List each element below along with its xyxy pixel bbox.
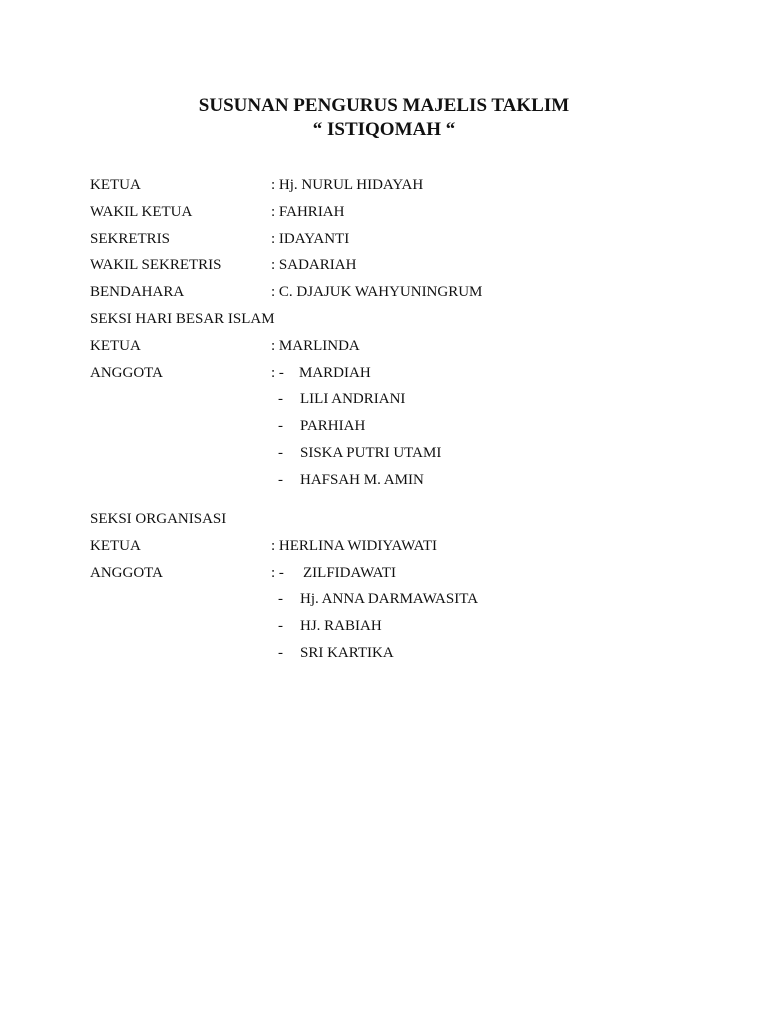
seksi-hari-besar-anggota-label: ANGGOTA — [90, 364, 163, 381]
wakil-sekretris-label: WAKIL SEKRETRIS — [90, 257, 222, 274]
list-item — [90, 467, 710, 494]
list-item — [90, 440, 710, 467]
seksi-hari-besar-anggota-first — [271, 360, 710, 387]
list-dash: - — [278, 645, 283, 662]
wakil-sekretris-value: : SADARIAH — [271, 257, 357, 274]
seksi-hari-besar-ketua-value: : MARLINDA — [271, 337, 360, 354]
sekretris-row — [90, 226, 710, 253]
seksi-organisasi-anggota-first — [271, 560, 710, 587]
list-item — [90, 640, 710, 667]
ketua-row — [90, 172, 710, 199]
list-dash: - — [278, 618, 283, 635]
bendahara-label: BENDAHARA — [90, 284, 185, 301]
wakil-ketua-label: WAKIL KETUA — [90, 203, 193, 220]
wakil-ketua-value: : FAHRIAH — [271, 203, 345, 220]
seksi-hari-besar-ketua-label: KETUA — [90, 337, 141, 354]
anggota-name: SRI KARTIKA — [300, 645, 394, 662]
anggota-name: LILI ANDRIANI — [300, 391, 406, 408]
seksi-organisasi-anggota-label: ANGGOTA — [90, 564, 163, 581]
anggota-name: HJ. RABIAH — [300, 618, 382, 635]
list-item — [90, 613, 710, 640]
organization-name: “ ISTIQOMAH “ — [312, 119, 456, 140]
section-heading — [90, 306, 710, 333]
seksi-hari-besar-heading: SEKSI HARI BESAR ISLAM — [90, 310, 275, 327]
seksi-organisasi-ketua-label: KETUA — [90, 537, 141, 554]
anggota-name: PARHIAH — [300, 418, 366, 435]
bendahara-row — [90, 279, 710, 306]
document-body — [90, 172, 710, 667]
list-item — [90, 413, 710, 440]
seksi-organisasi-anggota-row — [90, 560, 710, 587]
anggota-name: HAFSAH M. AMIN — [300, 471, 424, 488]
section-heading — [90, 506, 710, 533]
sekretris-label: SEKRETRIS — [90, 230, 171, 247]
anggota-name: Hj. ANNA DARMAWASITA — [300, 591, 479, 608]
seksi-hari-besar-anggota-row — [90, 360, 710, 387]
ketua-label: KETUA — [90, 177, 141, 193]
list-dash: - — [278, 444, 283, 461]
seksi-hari-besar-ketua-row — [90, 333, 710, 360]
sekretris-value: : IDAYANTI — [271, 230, 350, 247]
seksi-organisasi-ketua-value: : HERLINA WIDIYAWATI — [271, 537, 437, 554]
anggota-prefix: : - — [271, 364, 284, 381]
list-dash: - — [278, 418, 283, 435]
list-item — [90, 386, 710, 413]
anggota-name: MARDIAH — [299, 364, 371, 381]
seksi-organisasi-ketua-row — [90, 533, 710, 560]
section-gap — [90, 494, 710, 507]
document-title: SUSUNAN PENGURUS MAJELIS TAKLIM — [198, 95, 570, 116]
seksi-organisasi-heading: SEKSI ORGANISASI — [90, 511, 227, 528]
list-dash: - — [278, 471, 283, 488]
list-dash: - — [278, 591, 283, 608]
bendahara-value: : C. DJAJUK WAHYUNINGRUM — [271, 284, 483, 301]
ketua-value: : Hj. NURUL HIDAYAH — [271, 177, 424, 193]
list-item — [90, 586, 710, 613]
anggota-name: SISKA PUTRI UTAMI — [300, 444, 442, 461]
anggota-prefix: : - — [271, 564, 284, 581]
list-dash: - — [278, 391, 283, 408]
anggota-name: ZILFIDAWATI — [303, 564, 396, 581]
wakil-sekretris-row — [90, 252, 710, 279]
wakil-ketua-row — [90, 199, 710, 226]
